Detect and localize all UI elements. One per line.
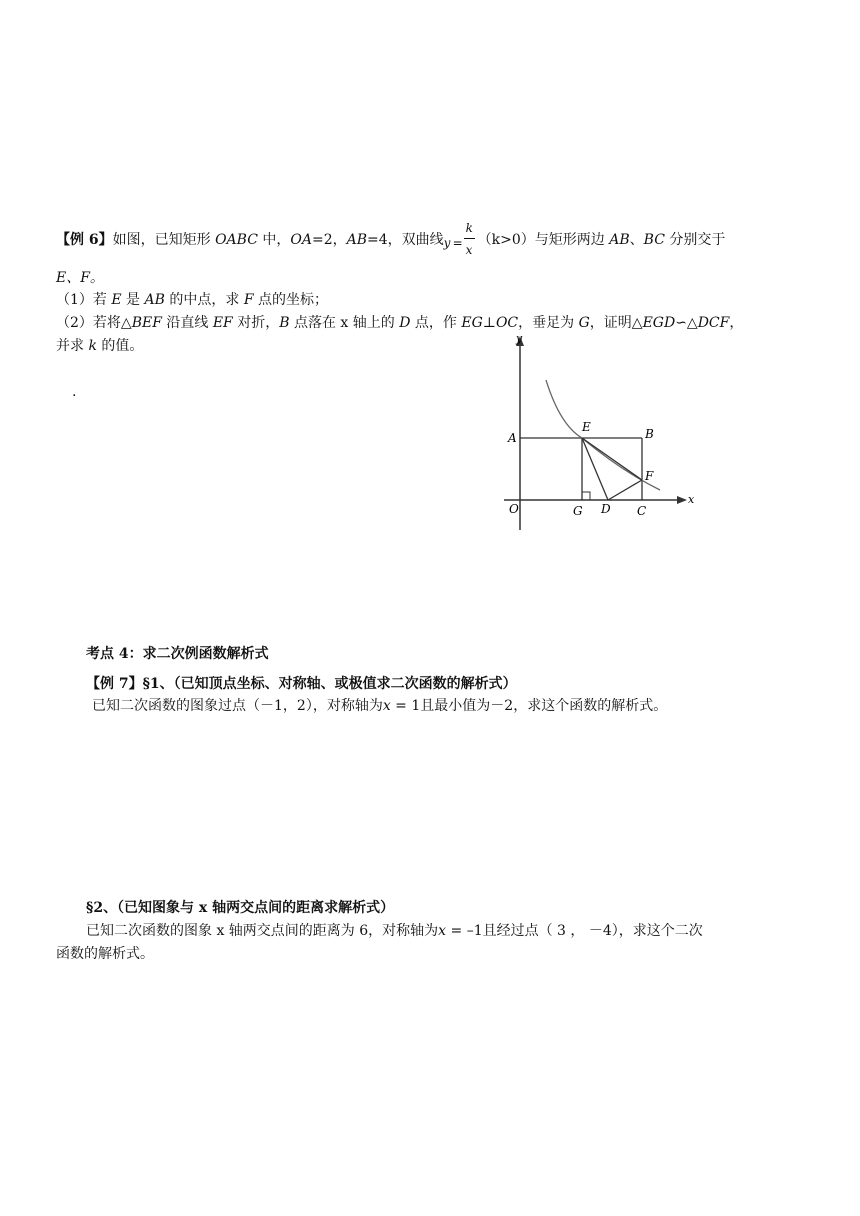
- text-seg: 点落在 x 轴上的: [289, 315, 400, 331]
- var-k: k: [88, 338, 97, 354]
- example-6-question-2-cont: [56, 336, 143, 356]
- text-seg: ，垂足为: [518, 315, 579, 331]
- example-7-body: [92, 696, 667, 716]
- var-x: x: [382, 698, 391, 714]
- fraction-bar: [464, 238, 475, 239]
- label-g: G: [573, 504, 583, 518]
- segment-bc: BC: [643, 232, 665, 248]
- section-2-body-cont: 函数的解析式。: [56, 946, 154, 962]
- label-e: E: [582, 420, 591, 434]
- text-seg: 已知二次函数的图象过点（－1，2），对称轴为: [92, 698, 383, 714]
- text-seg: （1）若: [56, 292, 112, 308]
- segment-oa: OA: [290, 232, 312, 248]
- example-6-line-2: E、F。: [56, 270, 104, 286]
- kaodian-4-title: 考点 4：求二次例函数解析式: [86, 646, 269, 662]
- similar-symbol: ∽△: [675, 315, 698, 331]
- label-y: y: [516, 332, 523, 345]
- geometry-figure: [490, 330, 710, 540]
- text-seg: （2）若将△: [56, 315, 132, 331]
- point-g: G: [578, 315, 590, 331]
- text-seg: 的中点，求: [164, 292, 244, 308]
- rect-name: OABC: [215, 232, 258, 248]
- text-seg: 中，: [257, 232, 291, 248]
- segment-ab: AB: [144, 292, 165, 308]
- text-seg: 对折，: [232, 315, 280, 331]
- perp-symbol: ⊥: [482, 315, 496, 331]
- segment-eg: EG: [461, 315, 483, 331]
- text-seg: =4，双曲线: [367, 232, 444, 248]
- text-seg: ，: [729, 315, 744, 331]
- segment-oc: OC: [495, 315, 519, 331]
- formula-x: x: [465, 243, 473, 257]
- label-b: B: [645, 427, 654, 441]
- formula-k: k: [465, 221, 473, 235]
- text-seg: 且最小值为－2，求这个函数的解析式。: [420, 698, 668, 714]
- hyperbola-curve: [546, 380, 660, 490]
- text-seg: 沿直线: [161, 315, 213, 331]
- x-axis-arrow: [677, 496, 687, 504]
- text-seg: 、: [629, 232, 644, 248]
- example-6-line-1: [56, 221, 726, 257]
- var-x: x: [438, 923, 447, 939]
- line-ef: EF: [212, 315, 233, 331]
- point-d: D: [399, 315, 411, 331]
- text-seg: 的值。: [96, 338, 144, 354]
- segment-ab: AB: [609, 232, 630, 248]
- text-seg: 是: [121, 292, 145, 308]
- example-6-tag: 【例 6】: [56, 232, 113, 248]
- point-e: E: [111, 292, 122, 308]
- text-seg: （k>0）与矩形两边: [477, 232, 610, 248]
- label-a: A: [508, 431, 517, 445]
- section-2-body: [86, 921, 703, 941]
- label-c: C: [637, 504, 647, 518]
- example-7-heading: 【例 7】§1、（已知顶点坐标、对称轴、或极值求二次函数的解析式）: [86, 676, 517, 692]
- text-seg: 点，作: [410, 315, 462, 331]
- segment-ab: AB: [346, 232, 368, 248]
- text-seg: =2，: [311, 232, 347, 248]
- text-seg: 并求: [56, 338, 89, 354]
- text-seg: 如图，已知矩形: [112, 232, 216, 248]
- formula-eq: =: [452, 236, 463, 250]
- label-f: F: [645, 469, 654, 483]
- label-d: D: [601, 502, 611, 516]
- segment-df-line: [608, 480, 642, 500]
- section-2-heading: §2、（已知图象与 x 轴两交点间的距离求解析式）: [86, 900, 395, 916]
- label-x: x: [688, 493, 695, 506]
- axis-value: = –1: [446, 923, 483, 939]
- triangle-bef: BEF: [131, 315, 162, 331]
- text-seg: 点的坐标；: [253, 292, 328, 308]
- triangle-egd: EGD: [642, 315, 676, 331]
- point-b: B: [279, 315, 290, 331]
- right-angle-mark: [582, 492, 590, 500]
- text-seg: ，证明△: [589, 315, 643, 331]
- point-f: F: [243, 292, 254, 308]
- triangle-dcf: DCF: [697, 315, 730, 331]
- text-seg: 且经过点（ 3 ， －4），求这个二次: [482, 923, 703, 939]
- text-seg: 分别交于: [664, 232, 726, 248]
- hyperbola-formula: [443, 221, 478, 257]
- formula-y: y: [443, 236, 451, 250]
- label-o: O: [509, 502, 519, 516]
- text-seg: 已知二次函数的图象 x 轴两交点间的距离为 6，对称轴为: [86, 923, 439, 939]
- example-6-question-1: [56, 290, 328, 310]
- axis-value: = 1: [390, 698, 421, 714]
- stray-dot: .: [72, 384, 77, 400]
